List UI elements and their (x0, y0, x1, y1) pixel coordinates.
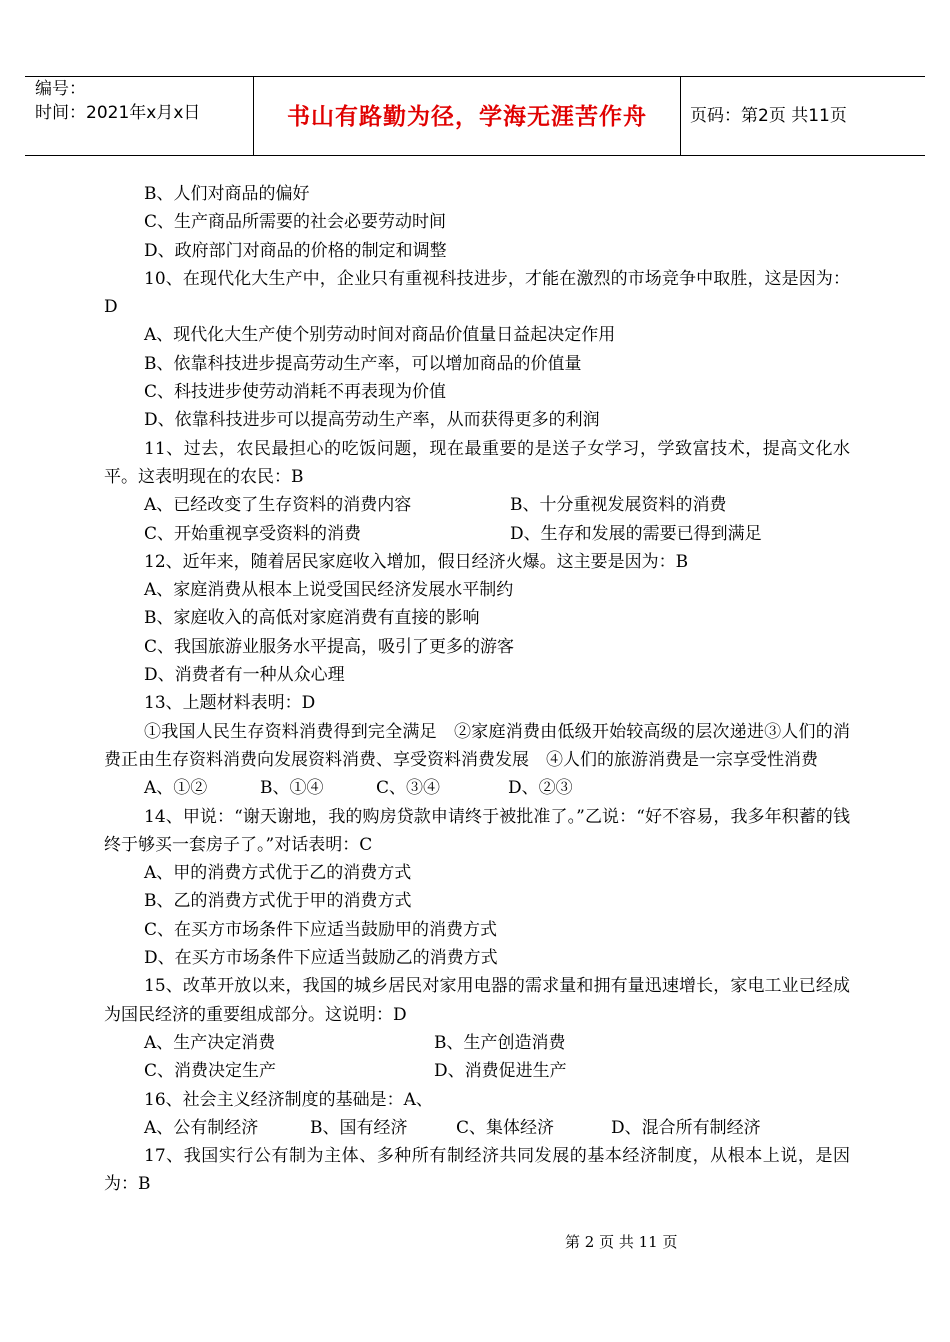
option-line: C、我国旅游业服务水平提高，吸引了更多的游客 (144, 636, 515, 657)
option-text: D、消费促进生产 (434, 1061, 567, 1082)
option-line: D、依靠科技进步可以提高劳动生产率，从而获得更多的利润 (144, 410, 600, 431)
document-body (104, 180, 850, 1199)
number-label: 编号： (35, 79, 86, 99)
option-line: C、科技进步使劳动消耗不再表现为价值 (144, 382, 447, 403)
option-line: D、消费者有一种从众心理 (144, 665, 345, 686)
option-text: C、消费决定生产 (144, 1061, 277, 1082)
option-row (104, 1114, 850, 1142)
option-line: A、甲的消费方式优于乙的消费方式 (144, 863, 412, 884)
time-label: 时间：2021年x月x日 (35, 103, 201, 123)
page-header (25, 76, 925, 156)
question-stem: 15、改革开放以来，我国的城乡居民对家用电器的需求量和拥有量迅速增长，家电工业已经成为国民经济的重要组成部分。这说明：D (104, 976, 850, 1025)
option-text: C、开始重视享受资料的消费 (144, 523, 362, 544)
option-line: B、人们对商品的偏好 (144, 184, 310, 204)
option-row (104, 774, 850, 802)
option-line: D、在买方市场条件下应适当鼓励乙的消费方式 (144, 948, 498, 969)
option-line: A、现代化大生产使个别劳动时间对商品价值量日益起决定作用 (144, 325, 616, 346)
question-stem: 14、甲说：“谢天谢地，我的购房贷款申请终于被批准了。”乙说：“好不容易，我多年积蓄的钱终于够买一套房子了。”对话表明：C (104, 806, 850, 855)
question-stem: 13、上题材料表明：D (144, 693, 316, 714)
question-stem: 11、过去，农民最担心的吃饭问题，现在最重要的是送子女学习，学致富技术，提高文化水平。这表明现在的农民：B (104, 438, 850, 487)
option-text: A、已经改变了生存资料的消费内容 (144, 495, 412, 516)
option-line: C、生产商品所需要的社会必要劳动时间 (144, 212, 447, 233)
option-text: C、③④ (376, 778, 441, 799)
option-line: B、家庭收入的高低对家庭消费有直接的影响 (144, 608, 480, 629)
question-stem: 10、在现代化大生产中，企业只有重视科技进步，才能在激烈的市场竞争中取胜，这是因为：D (104, 268, 850, 318)
page-code: 页码：第2页 共11页 (690, 106, 847, 126)
option-line: B、依靠科技进步提高劳动生产率，可以增加商品的价值量 (144, 353, 582, 374)
option-text: D、②③ (508, 778, 573, 799)
statement-list: ①我国人民生存资料消费得到完全满足 ②家庭消费由低级开始较高级的层次递进③人们的消费正由生存资料消费向发展资料消费、享受资料消费发展 ④人们的旅游消费是一宗享受性消费 (104, 721, 850, 770)
option-text: B、①④ (260, 778, 324, 799)
option-text: B、生产创造消费 (434, 1032, 566, 1053)
question-stem: 17、我国实行公有制为主体、多种所有制经济共同发展的基本经济制度，从根本上说，是因为：B (104, 1146, 850, 1195)
option-line: B、乙的消费方式优于甲的消费方式 (144, 891, 412, 912)
option-row (104, 1029, 850, 1057)
page-footer: 第 2 页 共 11 页 (565, 1233, 678, 1251)
option-text: A、公有制经济 (144, 1117, 259, 1138)
header-page-cell (680, 77, 925, 155)
option-text: A、生产决定消费 (144, 1032, 276, 1053)
option-row (104, 491, 850, 519)
option-text: A、①② (144, 778, 208, 799)
option-row (104, 1057, 850, 1085)
option-text: B、十分重视发展资料的消费 (510, 495, 727, 516)
header-meta-cell (25, 77, 253, 155)
option-row (104, 520, 850, 548)
option-line: D、政府部门对商品的价格的制定和调整 (144, 240, 447, 261)
option-line: C、在买方市场条件下应适当鼓励甲的消费方式 (144, 919, 498, 940)
option-line: A、家庭消费从根本上说受国民经济发展水平制约 (144, 580, 514, 601)
option-text: B、国有经济 (310, 1117, 408, 1138)
question-stem: 16、社会主义经济制度的基础是：A、 (144, 1089, 433, 1110)
motto: 书山有路勤为径，学海无涯苦作舟 (287, 104, 647, 130)
option-text: D、混合所有制经济 (611, 1117, 761, 1138)
option-text: C、集体经济 (456, 1117, 555, 1138)
question-stem: 12、近年来，随着居民家庭收入增加，假日经济火爆。这主要是因为：B (144, 551, 689, 572)
header-motto-cell (253, 77, 681, 155)
option-text: D、生存和发展的需要已得到满足 (510, 523, 762, 544)
